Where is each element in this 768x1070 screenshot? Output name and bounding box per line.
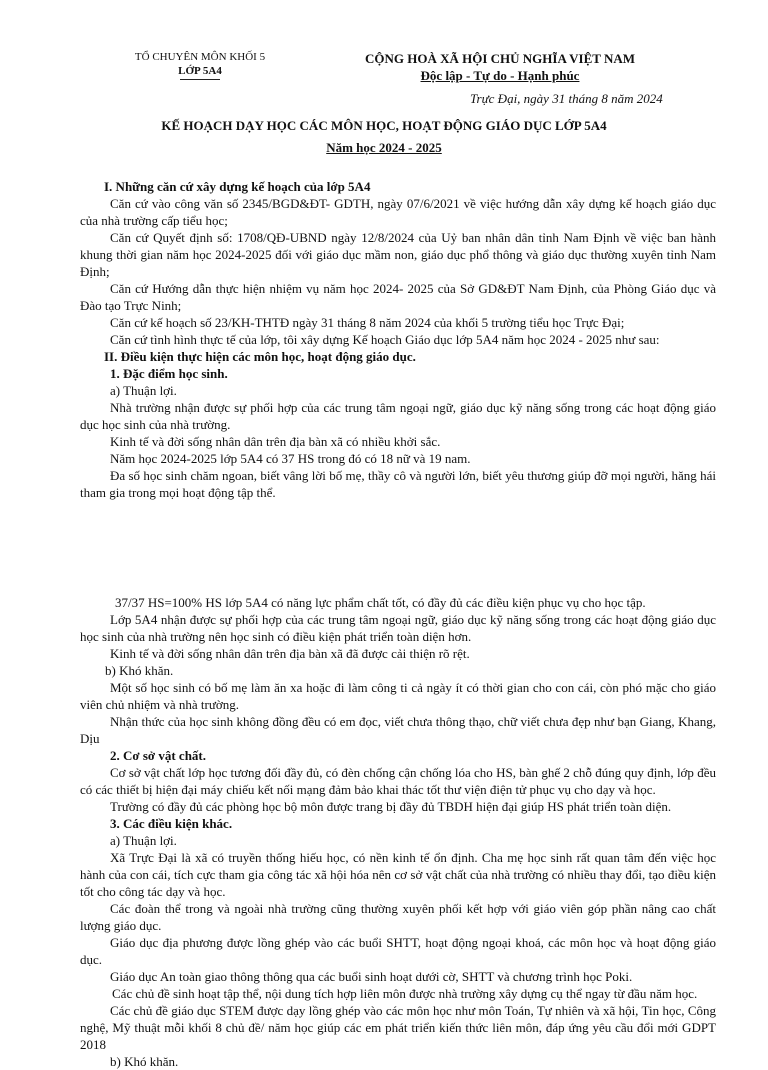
paragraph: Căn cứ Quyết định số: 1708/QĐ-UBND ngày 12/8/2024 của Uỷ ban nhân dân tỉnh Nam Định về việc ban hành khung thời gian năm học 2024-2025 đối với giáo dục mầm non, giáo dục phổ thông và giáo dục thường xuyên tỉnh Nam Định; xyxy=(80,230,716,279)
section3-heading: 3. Các điều kiện khác. xyxy=(110,816,233,831)
document-title: KẾ HOẠCH DẠY HỌC CÁC MÔN HỌC, HOẠT ĐỘNG GIÁO DỤC LỚP 5A4 xyxy=(161,118,607,133)
paragraph: Nhà trường nhận được sự phối hợp của các trung tâm ngoại ngữ, giáo dục kỹ năng sống trong các hoạt động giáo dục học sinh của nhà trường. xyxy=(80,400,716,432)
paragraph: Căn cứ Hướng dẫn thực hiện nhiệm vụ năm học 2024- 2025 của Sở GD&ĐT Nam Định, của Phòng Giáo dục và Đào tạo Trực Ninh; xyxy=(80,281,716,313)
paragraph: Một số học sinh có bố mẹ làm ăn xa hoặc đi làm công ti cả ngày ít có thời gian cho con cái, còn phó mặc cho giáo viên chủ nhiệm và nhà trường. xyxy=(80,680,716,712)
paragraph: Kinh tế và đời sống nhân dân trên địa bàn xã có nhiều khởi sắc. xyxy=(110,434,441,449)
subheading: b) Khó khăn. xyxy=(105,663,174,678)
paragraph: Các chủ đề sinh hoạt tập thể, nội dung tích hợp liên môn được nhà trường xây dựng cụ thể ngay từ đầu năm học. xyxy=(112,986,698,1001)
section1-heading: 1. Đặc điểm học sinh. xyxy=(110,366,228,381)
part1-heading: I. Những căn cứ xây dựng kế hoạch của lớp 5A4 xyxy=(104,179,371,194)
paragraph: Cơ sở vật chất lớp học tương đối đầy đủ, có đèn chống cận chống lóa cho HS, bàn ghế 2 chỗ đúng quy định, lớp đều có các thiết bị hiện đại máy chiếu kết nối mạng đảm bảo khai thác tốt thư viện điện tử phục vụ cho dạy và học. xyxy=(80,765,716,797)
section2-heading: 2. Cơ sở vật chất. xyxy=(110,748,207,763)
school-unit-header xyxy=(100,50,300,80)
paragraph: Giáo dục An toàn giao thông thông qua các buổi sinh hoạt dưới cờ, SHTT và chương trình học Poki. xyxy=(110,969,633,984)
text-block-lower xyxy=(80,594,716,1070)
paragraph: Giáo dục địa phương được lồng ghép vào các buổi SHTT, hoạt động ngoại khoá, các môn học và hoạt động giáo dục. xyxy=(80,935,716,967)
paragraph: Các chủ đề giáo dục STEM được dạy lồng ghép vào các môn học như môn Toán, Tự nhiên và xã hội, Tin học, Công nghệ, Mỹ thuật mỗi khối 8 chủ đề/ năm học giúp các em phát triển kiến thức liên môn, đáp ứng yêu cầu đổi mới GDPT 2018 xyxy=(80,1003,716,1052)
nation-title: CỘNG HOÀ XÃ HỘI CHỦ NGHĨA VIỆT NAM xyxy=(364,51,636,66)
paragraph: Nhận thức của học sinh không đồng đều có em đọc, viết chưa thông thạo, chữ viết chưa đẹp như bạn Giang, Khang, Dịu xyxy=(80,714,716,746)
text-block-upper xyxy=(80,178,716,501)
subheading: a) Thuận lợi. xyxy=(110,833,177,848)
paragraph: Căn cứ vào công văn số 2345/BGD&ĐT- GDTH, ngày 07/6/2021 về việc hướng dẫn xây dựng kế hoạch giáo dục của nhà trường cấp tiểu học; xyxy=(80,196,716,228)
national-motto: Độc lập - Tự do - Hạnh phúc xyxy=(420,68,580,83)
paragraph: Trường có đầy đủ các phòng học bộ môn được trang bị đầy đủ TBDH hiện đại giúp HS phát triển toàn diện. xyxy=(110,799,672,814)
paragraph: Căn cứ tình hình thực tế của lớp, tôi xây dựng Kế hoạch Giáo dục lớp 5A4 năm học 2024 - 2025 như sau: xyxy=(110,332,660,347)
part2-heading: II. Điều kiện thực hiện các môn học, hoạt động giáo dục. xyxy=(104,349,416,364)
paragraph: Đa số học sinh chăm ngoan, biết vâng lời bố mẹ, thầy cô và người lớn, biết yêu thương giúp đỡ mọi người, hăng hái tham gia trong mọi hoạt động tập thể. xyxy=(80,468,716,500)
paragraph: 37/37 HS=100% HS lớp 5A4 có năng lực phẩm chất tốt, có đầy đủ các điều kiện phục vụ cho học tập. xyxy=(115,595,646,610)
subheading: a) Thuận lợi. xyxy=(110,383,177,398)
school-year: Năm học 2024 - 2025 xyxy=(326,140,442,155)
org-line-1: TỔ CHUYÊN MÔN KHỐI 5 xyxy=(134,51,266,63)
subheading: b) Khó khăn. xyxy=(110,1054,179,1069)
header-divider xyxy=(180,79,220,80)
paragraph: Lớp 5A4 nhận được sự phối hợp của các trung tâm ngoại ngữ, giáo dục kỹ năng sống trong các hoạt động giáo dục học sinh của nhà trường nên học sinh có điều kiện phát triển toàn diện hơn. xyxy=(80,612,716,644)
paragraph: Kinh tế và đời sống nhân dân trên địa bàn xã đã được cải thiện rõ rệt. xyxy=(110,646,470,661)
paragraph: Căn cứ kế hoạch số 23/KH-THTĐ ngày 31 tháng 8 năm 2024 của khối 5 trường tiểu học Trực Đại; xyxy=(110,315,625,330)
paragraph: Năm học 2024-2025 lớp 5A4 có 37 HS trong đó có 18 nữ và 19 nam. xyxy=(110,451,471,466)
paragraph: Các đoàn thể trong và ngoài nhà trường cũng thường xuyên phối kết hợp với giáo viên góp phần nâng cao chất lượng giáo dục. xyxy=(80,901,716,933)
national-header xyxy=(330,50,670,84)
org-line-2: LỚP 5A4 xyxy=(178,65,222,77)
document-date: Trực Đại, ngày 31 tháng 8 năm 2024 xyxy=(470,91,663,106)
paragraph: Xã Trực Đại là xã có truyền thống hiếu học, có nền kinh tế ổn định. Cha mẹ học sinh rất quan tâm đến việc học hành của con cái, tích cực tham gia công tác xã hội hóa nên cơ sở vật chất của nhà trường có nhiều thay đổi, tạo điều kiện tốt cho công tác dạy và học. xyxy=(80,850,716,899)
